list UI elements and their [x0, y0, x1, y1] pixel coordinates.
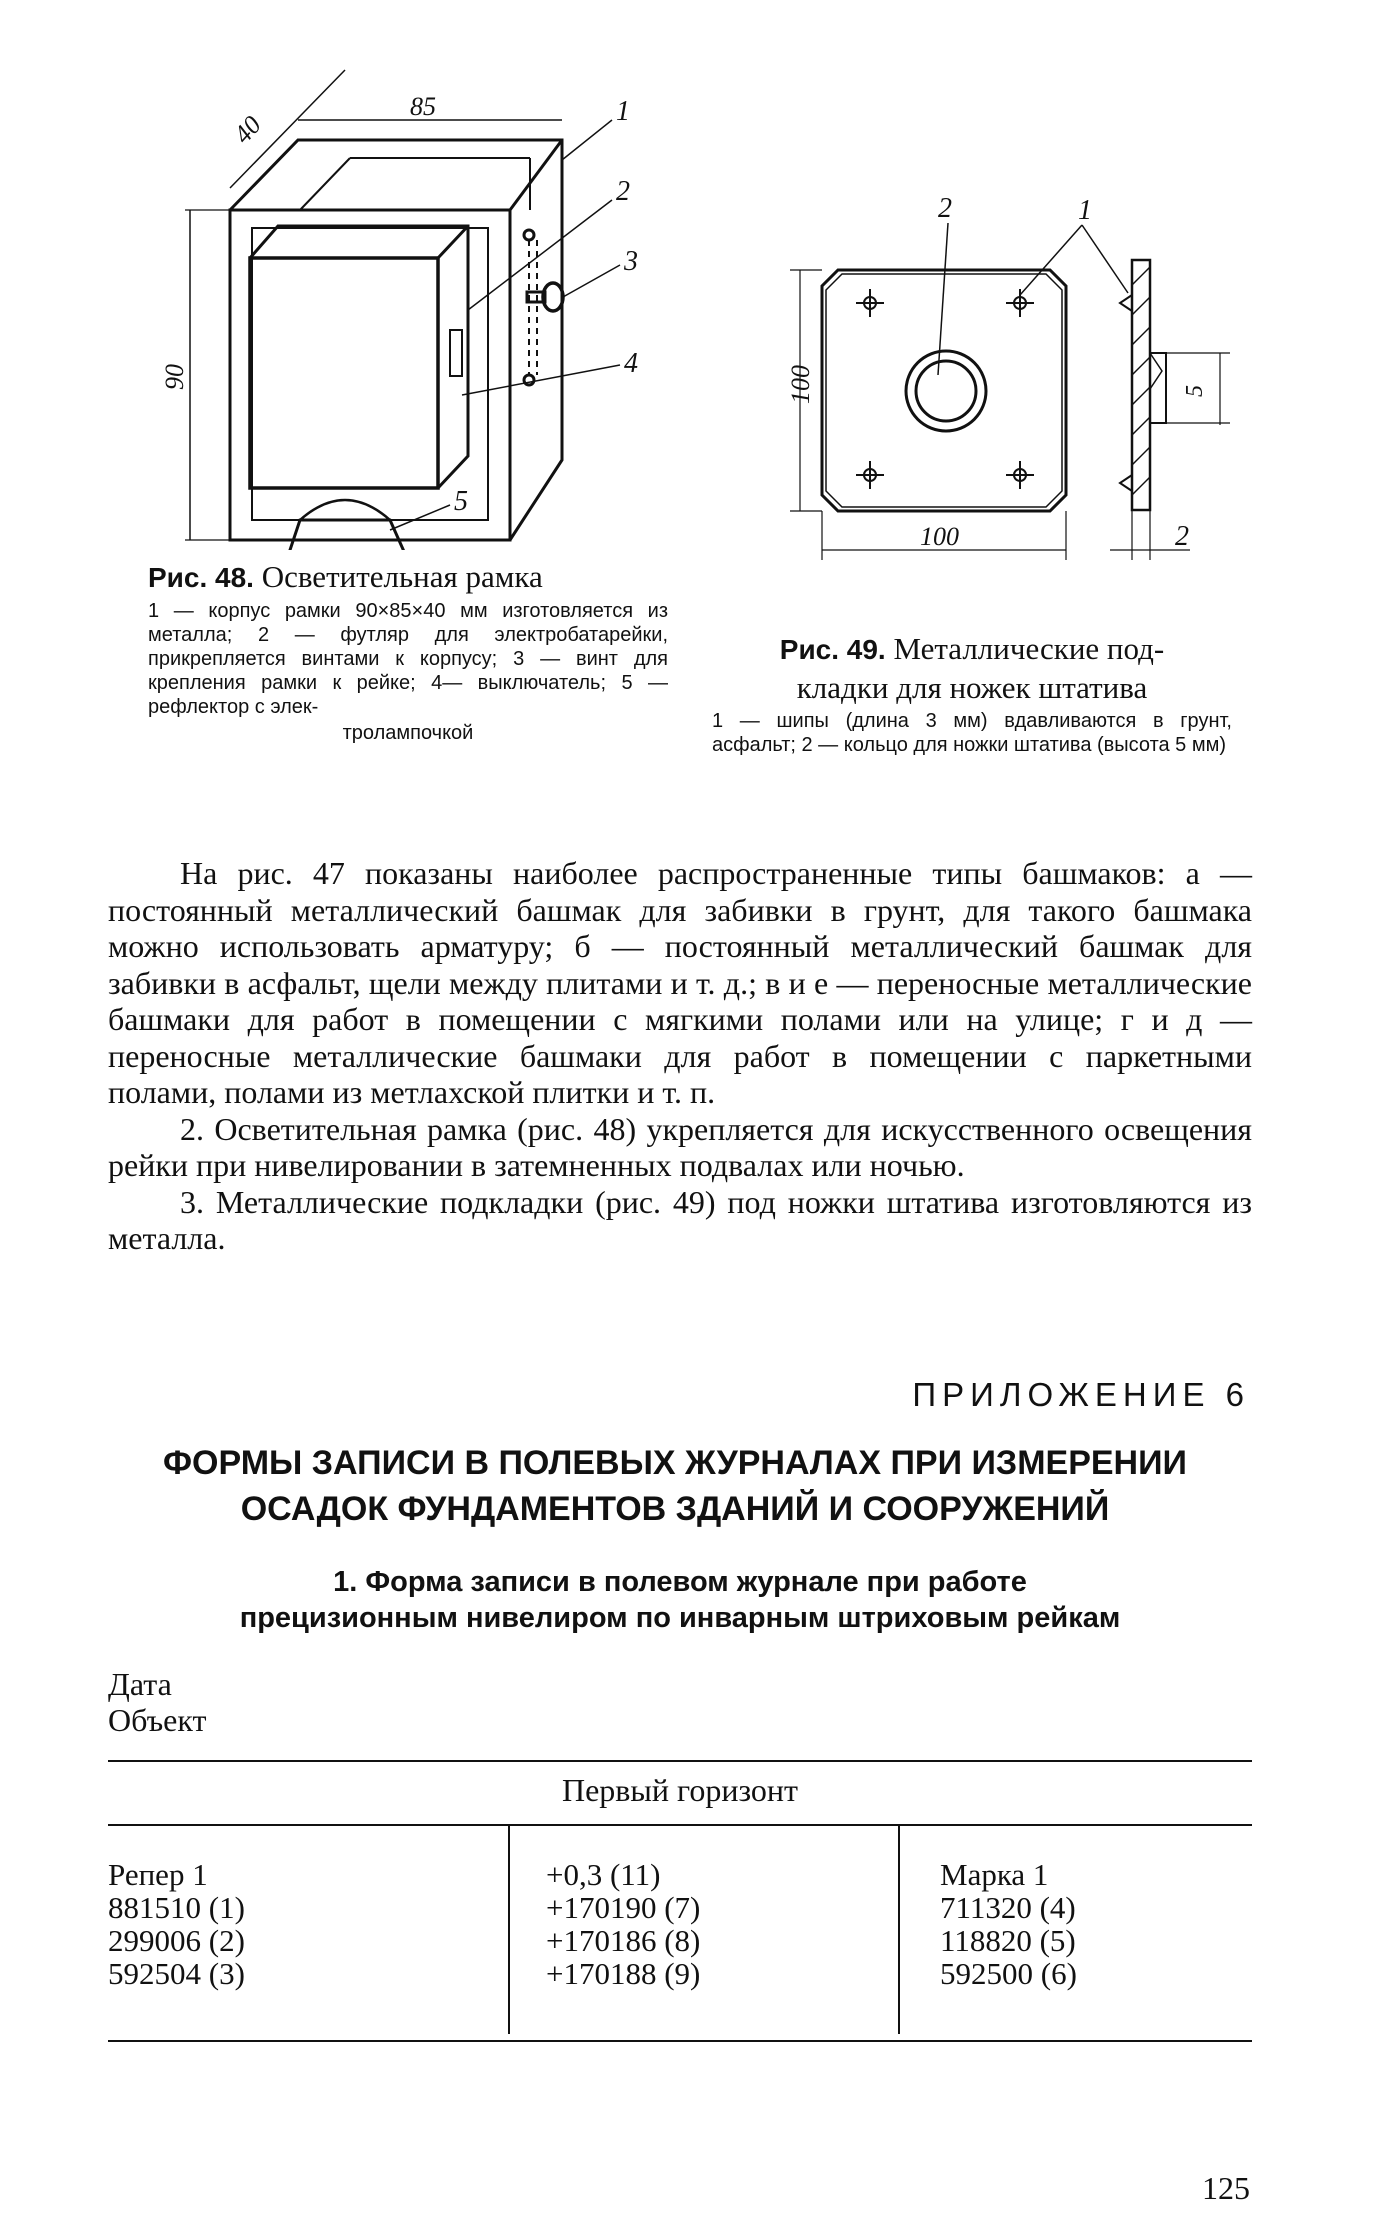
dim-100-horizontal-label: 100	[920, 522, 959, 551]
table-top-rule	[108, 1760, 1252, 1762]
table-header: Первый горизонт	[561, 1772, 799, 1808]
label-4: 4	[624, 348, 638, 379]
body-text	[108, 855, 1252, 1257]
figure-48-legend: 1 — корпус рамки 90×85×40 мм изготовляется из металла; 2 — футляр для электробатарейки, прикрепляется винтами к корпусу; 3 — винт для крепления рамки к рейке; 4— выключатель; 5 — рефлектор с элек-	[148, 600, 668, 718]
appendix-label: ПРИЛОЖЕНИЕ 6	[912, 1376, 1250, 1413]
figure-48-legend-last: тролампочкой	[342, 722, 474, 744]
table-bottom-rule	[108, 2040, 1252, 2042]
paragraph-3: 3. Металлические подкладки (рис. 49) под ножки штатива изготовляются из металла.	[108, 1183, 1252, 1256]
paragraph-1: На рис. 47 показаны наиболее распространенные типы башмаков: а — постоянный металлический башмак для забивки в грунт, для такого башмака можно использовать арматуру; б — постоянный металлический башмак для забивки в асфальт, щели между плитами и т. д.; в и е — переносные металлические башмаки для работ в помещении с мягкими полами или на улице; г и д — переносные металлические башмаки для работ в помещении с паркетными полами, полами из метлахской плитки и т. п.	[108, 855, 1252, 1110]
table-cell: Репер 1	[108, 1857, 208, 1892]
figure-48-title-text: Осветительная рамка	[261, 559, 543, 594]
table-cell: 711320 (4)	[940, 1890, 1076, 1925]
dim-40-label: 40	[227, 110, 267, 150]
figure-49-title-line-2: кладки для ножек штатива	[796, 670, 1148, 705]
label-5: 5	[454, 486, 468, 517]
section-title-line-2: ОСАДОК ФУНДАМЕНТОВ ЗДАНИЙ И СООРУЖЕНИЙ	[240, 1490, 1110, 1528]
table-column-3	[940, 1858, 1077, 1990]
table-cell: +0,3 (11)	[546, 1857, 661, 1892]
object-label: Объект	[108, 1702, 207, 1738]
figure-49-number: Рис. 49.	[779, 634, 886, 665]
table-cell: Марка 1	[940, 1857, 1049, 1892]
figure-48-caption	[148, 558, 668, 745]
column-divider-2	[898, 1826, 900, 2034]
column-divider-1	[508, 1826, 510, 2034]
figure-48-drawing	[150, 60, 680, 550]
table-cell: 299006 (2)	[108, 1923, 245, 1958]
table-cell: 118820 (5)	[940, 1923, 1076, 1958]
form-title-line-2: прецизионным нивелиром по инварным штриховым рейкам	[239, 1602, 1121, 1634]
table-column-1	[108, 1858, 245, 1990]
dim-2-label: 2	[1175, 521, 1189, 552]
page-number: 125	[1202, 2170, 1250, 2206]
label-2: 2	[616, 176, 630, 207]
table-cell: 592500 (6)	[940, 1956, 1077, 1991]
figure-48-number: Рис. 48.	[148, 562, 254, 593]
paragraph-2: 2. Осветительная рамка (рис. 48) укрепляется для искусственного освещения рейки при нивелировании в затемненных подвалах или ночью.	[108, 1110, 1252, 1183]
label-1: 1	[616, 96, 630, 127]
figure-49-caption	[712, 630, 1232, 757]
dim-5-label: 5	[1182, 385, 1208, 397]
table-cell: 592504 (3)	[108, 1956, 245, 1991]
form-title	[100, 1564, 1260, 1636]
section-title-line-1: ФОРМЫ ЗАПИСИ В ПОЛЕВЫХ ЖУРНАЛАХ ПРИ ИЗМЕРЕНИИ	[163, 1444, 1187, 1482]
figure-48-title	[148, 558, 668, 597]
table-cell: 881510 (1)	[108, 1890, 245, 1925]
figure-49-title	[712, 630, 1232, 669]
section-title	[80, 1440, 1270, 1532]
dim-90-label: 90	[160, 364, 189, 390]
dim-100-vertical-label: 100	[786, 365, 815, 404]
table-header-rule	[108, 1824, 1252, 1826]
table-cell: +170186 (8)	[546, 1923, 701, 1958]
form-title-line-1: 1. Форма записи в полевом журнале при работе	[333, 1566, 1027, 1598]
dim-85-label: 85	[410, 92, 436, 121]
figure-49-drawing	[770, 175, 1270, 595]
table-column-2	[546, 1858, 700, 1990]
figure-49-title-line-1: Металлические под-	[893, 631, 1165, 666]
label-1: 1	[1078, 195, 1092, 226]
label-2: 2	[938, 193, 952, 224]
date-label: Дата	[108, 1666, 172, 1702]
figure-49-legend: 1 — шипы (длина 3 мм) вдавливаются в грунт, асфальт; 2 — кольцо для ножки штатива (высота 5 мм)	[712, 710, 1232, 756]
table-cell: +170188 (9)	[546, 1956, 701, 1991]
label-3: 3	[624, 246, 638, 277]
table-cell: +170190 (7)	[546, 1890, 701, 1925]
